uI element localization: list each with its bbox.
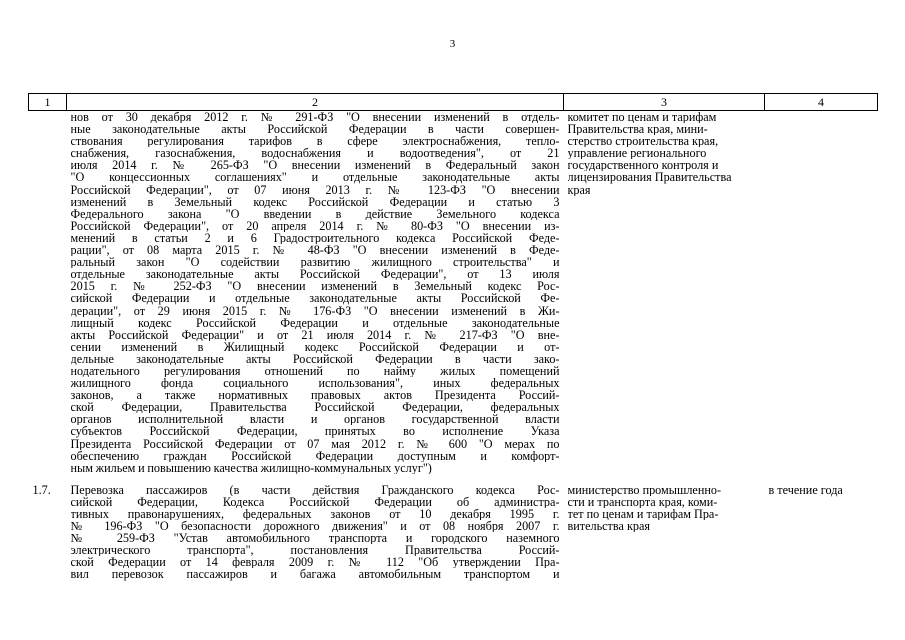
description-line: субъектов Российской Федерации, принятых во исполнение Указа	[70, 425, 560, 438]
description-line: нодательного регулирования отношений по найму жилых помещений	[70, 364, 560, 378]
description-line: № 259-ФЗ "Устав автомобильного транспорта и городского наземного	[70, 532, 560, 545]
row-number	[29, 111, 67, 474]
row-deadline	[765, 111, 878, 474]
responsible-line: государственного контроля и	[567, 159, 719, 172]
description-line: ствования регулирования тарифов в сфере электроснабжения, тепло-	[70, 135, 560, 148]
description-line: тивных правонарушениях, федеральных законов от 10 декабря 1995 г.	[70, 508, 560, 521]
row-spacer	[29, 474, 878, 484]
row-deadline: в течение года	[768, 482, 843, 497]
responsible-line: стерство строительства края,	[567, 135, 719, 148]
description-line: июля 2014 г. № 265-ФЗ "О внесении изменений в Федеральный закон	[70, 159, 560, 172]
description-line: жилищного фонда социального использования", иных федеральных	[70, 377, 560, 390]
description-line: Федерального закона "О введении в действие Земельного кодекса	[70, 207, 560, 220]
responsible-line: управление регионального	[567, 147, 707, 160]
description-line: сийской Федерации и отдельные законодательные акты Российской Фе-	[70, 292, 560, 305]
description-line: Перевозка пассажиров (в части действия Гражданского кодекса Рос-	[70, 483, 560, 496]
responsible-line: комитет по ценам и тарифам	[567, 111, 717, 124]
description-line: вил перевозок пассажиров и багажа автомобильным транспортом и	[70, 568, 560, 581]
description-line: ской Федерации, Правительства Российской Федерации, федеральных	[70, 401, 560, 414]
description-line: органов исполнительной власти и органов государственной власти	[70, 413, 560, 426]
responsible-line: вительства края	[567, 520, 650, 533]
description-line: акты Российской Федерации" и от 21 июля 2014 г. № 217-ФЗ "О вне-	[70, 328, 560, 341]
plan-table	[28, 93, 878, 581]
description-line: № 196-ФЗ "О безопасности дорожного движения" и от 08 ноября 2007 г.	[70, 520, 560, 533]
description-line: ные законодательные акты Российской Федерации в части совершен-	[70, 123, 560, 136]
description-line: Российской Федерации", от 07 июня 2013 г. № 123-ФЗ "О внесении	[70, 183, 560, 196]
description-line: менений в статьи 2 и 6 Градостроительного кодекса Российской Феде-	[70, 231, 560, 245]
description-line: Российской Федерации", от 20 апреля 2014 г. № 80-ФЗ "О внесении из-	[70, 219, 560, 232]
description-line: законов, а также нормативных правовых актов Президента Россий-	[70, 389, 560, 402]
description-line: нов от 30 декабря 2012 г. № 291-ФЗ "О внесении изменений в отдель-	[70, 111, 560, 124]
description-line: обеспечению граждан Российской Федерации доступным и комфорт-	[70, 449, 560, 462]
responsible-line: лицензирования Правительства	[567, 171, 732, 184]
description-line: дельные законодательные акты Российской Федерации в части зако-	[70, 352, 560, 365]
description-line: рации", от 08 марта 2015 г. № 48-ФЗ "О внесении изменений в Феде-	[70, 244, 560, 257]
description-line: электрического транспорта", постановления Правительства Россий-	[70, 544, 560, 557]
row-responsible	[564, 111, 765, 474]
description-line: ской Федерации от 14 февраля 2009 г. № 112 "Об утверждении Пра-	[70, 556, 560, 569]
row-description	[67, 484, 564, 581]
header-col-1: 1	[29, 94, 67, 111]
description-line: сении изменений в Жилищный кодекс Российской Федерации и от-	[70, 340, 560, 353]
table-row	[29, 111, 878, 474]
table-header-row	[29, 94, 878, 111]
header-col-3: 3	[564, 94, 765, 111]
row-responsible	[564, 484, 765, 581]
responsible-line: Правительства края, мини-	[567, 123, 708, 136]
table-row	[29, 484, 878, 581]
responsible-line: министерство промышленно-	[567, 483, 722, 496]
description-line: лищный кодекс Российской Федерации и отдельные законодательные	[70, 316, 560, 329]
description-line: Президента Российской Федерации от 07 мая 2012 г. № 600 "О мерах по	[70, 437, 560, 450]
description-line: "О концессионных соглашениях" и отдельные законодательные акты	[70, 171, 560, 184]
responsible-line: сти и транспорта края, коми-	[567, 495, 718, 508]
description-line: сийской Федерации, Кодекса Российской Федерации об администра-	[70, 495, 560, 508]
description-line: ным жильем и повышению качества жилищно-коммунальных услуг")	[70, 461, 432, 474]
description-line: изменений в Земельный кодекс Российской Федерации и статью 3	[70, 195, 560, 208]
description-line: ральный закон "О содействии развитию жилищного строительства" и	[70, 256, 560, 269]
description-line: 2015 г. № 252-ФЗ "О внесении изменений в Земельный кодекс Рос-	[70, 280, 560, 293]
header-col-4: 4	[765, 94, 878, 111]
responsible-line: края	[567, 183, 591, 196]
description-line: отдельные законодательные акты Российской Федерации", от 13 июля	[70, 268, 560, 281]
header-col-2: 2	[67, 94, 564, 111]
description-line: снабжения, газоснабжения, водоснабжения и водоотведения", от 21	[70, 147, 560, 160]
row-description	[67, 111, 564, 474]
responsible-line: тет по ценам и тарифам Пра-	[567, 508, 719, 521]
row-number: 1.7.	[32, 482, 51, 497]
description-line: дерации", от 29 июня 2015 г. № 176-ФЗ "О внесении изменений в Жи-	[70, 304, 560, 317]
page-number: 3	[449, 38, 456, 50]
